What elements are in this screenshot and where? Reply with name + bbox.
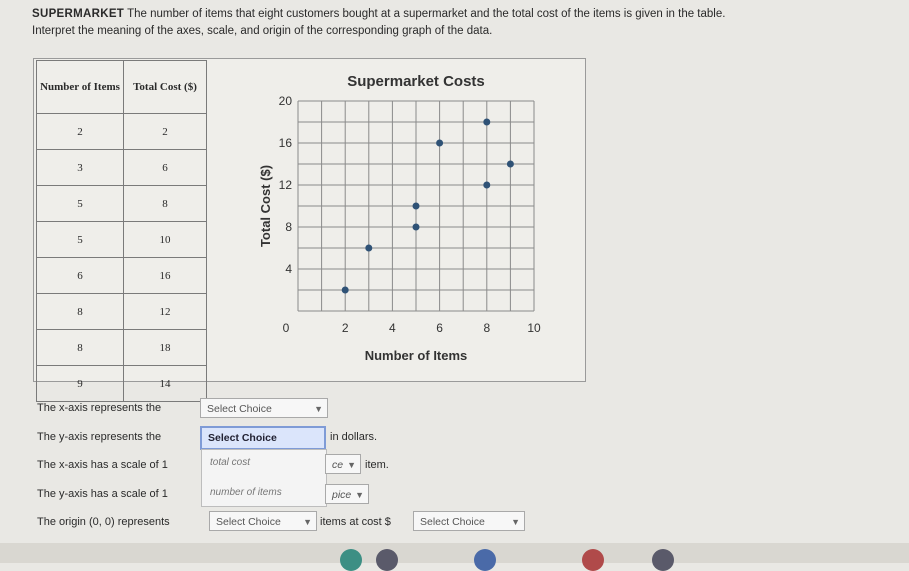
cell-cost: 10 xyxy=(124,222,207,258)
question-y-axis: The y-axis represents the xyxy=(37,431,162,443)
x-axis-select[interactable] xyxy=(200,398,328,418)
x-scale-select-value: ce xyxy=(332,459,344,471)
toolbar-button-5[interactable] xyxy=(652,549,674,571)
intro-title: SUPERMARKET xyxy=(32,8,125,20)
cell-cost: 8 xyxy=(124,186,207,222)
table-row xyxy=(37,366,207,402)
question-y-scale: The y-axis has a scale of 1 xyxy=(37,488,168,500)
scatter-chart xyxy=(220,60,580,378)
cell-items: 8 xyxy=(37,330,124,366)
question-y-axis-suffix: in dollars. xyxy=(330,431,378,443)
x-tick-label: 10 xyxy=(527,321,541,335)
question-origin-middle: items at cost $ xyxy=(320,516,391,528)
cell-items: 6 xyxy=(37,258,124,294)
column-header-items: Number of Items xyxy=(37,61,124,114)
y-axis-select-value: Select Choice xyxy=(208,432,277,444)
y-tick-label: 16 xyxy=(278,136,292,150)
y-axis-label: Total Cost ($) xyxy=(258,164,273,248)
y-scale-select-value: pice xyxy=(332,489,352,501)
chevron-down-icon: ▼ xyxy=(314,404,323,414)
data-point xyxy=(436,140,443,147)
data-point xyxy=(413,224,420,231)
chevron-down-icon: ▼ xyxy=(303,517,312,527)
cell-cost: 18 xyxy=(124,330,207,366)
chart-title: Supermarket Costs xyxy=(347,73,485,90)
cell-items: 5 xyxy=(37,186,124,222)
question-x-scale-suffix: item. xyxy=(365,459,389,471)
data-point xyxy=(483,182,490,189)
cell-items: 2 xyxy=(37,114,124,150)
toolbar-button-3[interactable] xyxy=(474,549,496,571)
cell-cost: 2 xyxy=(124,114,207,150)
dropdown-option-number-of-items[interactable]: number of items xyxy=(210,487,282,498)
origin-items-select-value: Select Choice xyxy=(216,516,281,528)
y-tick-label: 4 xyxy=(285,262,292,276)
y-tick-label: 12 xyxy=(278,178,292,192)
cell-cost: 14 xyxy=(124,366,207,402)
data-point xyxy=(483,119,490,126)
data-point xyxy=(365,245,372,252)
chevron-down-icon: ▼ xyxy=(355,490,364,500)
question-x-axis: The x-axis represents the xyxy=(37,402,162,414)
dropdown-menu xyxy=(201,449,327,507)
dropdown-option-total-cost[interactable]: total cost xyxy=(210,457,251,468)
x-tick-label: 4 xyxy=(389,321,396,335)
x-tick-label: 8 xyxy=(483,321,491,335)
origin-cost-select[interactable] xyxy=(413,511,525,531)
column-header-cost: Total Cost ($) xyxy=(124,61,207,114)
table-header-row xyxy=(37,61,207,114)
toolbar-button-2[interactable] xyxy=(376,549,398,571)
table-row xyxy=(37,186,207,222)
x-tick-label: 2 xyxy=(341,321,349,335)
origin-label: 0 xyxy=(282,321,290,335)
data-point xyxy=(507,161,514,168)
question-origin: The origin (0, 0) represents xyxy=(37,516,170,528)
cell-items: 9 xyxy=(37,366,124,402)
bottom-toolbar xyxy=(0,543,909,563)
x-axis-label: Number of Items xyxy=(364,348,468,363)
table-row xyxy=(37,258,207,294)
cell-cost: 16 xyxy=(124,258,207,294)
y-axis-select[interactable] xyxy=(200,426,326,450)
x-scale-select[interactable] xyxy=(325,454,361,474)
intro-text xyxy=(32,6,892,40)
data-table xyxy=(36,60,207,402)
y-scale-select[interactable] xyxy=(325,484,369,504)
toolbar-button-1[interactable] xyxy=(340,549,362,571)
cell-items: 3 xyxy=(37,150,124,186)
x-axis-select-value: Select Choice xyxy=(207,403,272,415)
origin-items-select[interactable] xyxy=(209,511,317,531)
x-tick-label: 6 xyxy=(436,321,443,335)
table-row xyxy=(37,222,207,258)
toolbar-button-4[interactable] xyxy=(582,549,604,571)
data-point xyxy=(413,203,420,210)
cell-cost: 6 xyxy=(124,150,207,186)
chevron-down-icon: ▼ xyxy=(511,517,520,527)
table-row xyxy=(37,330,207,366)
intro-line1: The number of items that eight customers bought at a supermarket and the total cost of the items is given in the table. xyxy=(124,8,726,20)
cell-cost: 12 xyxy=(124,294,207,330)
intro-line2: Interpret the meaning of the axes, scale, and origin of the corresponding graph of the data. xyxy=(32,25,493,37)
chevron-down-icon: ▼ xyxy=(347,460,356,470)
data-point xyxy=(342,287,349,294)
cell-items: 5 xyxy=(37,222,124,258)
cell-items: 8 xyxy=(37,294,124,330)
table-row xyxy=(37,150,207,186)
table-row xyxy=(37,294,207,330)
y-tick-label: 20 xyxy=(278,94,292,108)
table-row xyxy=(37,114,207,150)
question-x-scale: The x-axis has a scale of 1 xyxy=(37,459,168,471)
origin-cost-select-value: Select Choice xyxy=(420,516,485,528)
y-tick-label: 8 xyxy=(285,220,292,234)
